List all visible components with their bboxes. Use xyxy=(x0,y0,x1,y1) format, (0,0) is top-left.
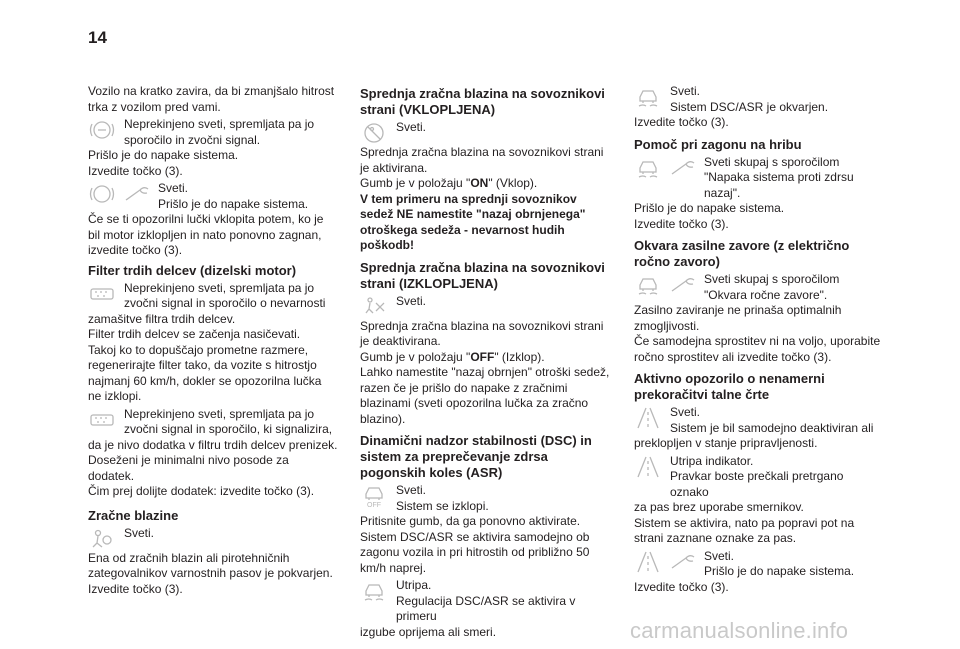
section-heading-lane-departure: Aktivno opozorilo o nenamerni prekoračitvi talne črte xyxy=(634,371,825,402)
watermark: carmanualsonline.info xyxy=(630,618,849,643)
paragraph: Izvedite točko (3). xyxy=(634,216,729,231)
warning-row xyxy=(360,578,610,625)
paragraph: Zasilno zaviranje ne prinaša optimalnih zmogljivosti. xyxy=(634,303,842,333)
paragraph: Doseženi je minimalni nivo posode za dodatek. xyxy=(88,453,289,483)
paragraph: Gumb je v položaju "ON" (Vklop). xyxy=(360,176,538,190)
warning-row xyxy=(634,405,884,436)
icon-description: Neprekinjeno sveti, spremljata pa jo zvočni signal in sporočilo, ki signalizira, xyxy=(124,406,333,436)
airbag-on-icon xyxy=(360,121,388,145)
warning-row xyxy=(634,272,884,303)
paragraph: za pas brez uporabe smernikov. xyxy=(634,500,804,514)
dsc-icon xyxy=(634,85,662,109)
intro-text: Vozilo na kratko zavira, da bi zmanjšalo hitrost trka z vozilom pred vami. xyxy=(88,84,335,114)
warning-row xyxy=(360,483,610,514)
paragraph: Čim prej dolijte dodatek: izvedite točko (3). xyxy=(88,484,315,498)
warning-row xyxy=(360,294,610,319)
column-3 xyxy=(634,84,884,595)
section-heading-filter: Filter trdih delcev (dizelski motor) xyxy=(88,262,297,278)
wrench-icon xyxy=(122,182,150,206)
icon-description: Sveti. xyxy=(396,293,427,308)
section-heading-airbag-off: Sprednja zračna blazina na sovoznikovi strani (IZKLOPLJENA) xyxy=(360,259,605,291)
paragraph: Ena od zračnih blazin ali pirotehničnih zategovalnikov varnostnih pasov je pokvarjen. xyxy=(88,550,333,580)
column-1 xyxy=(88,84,338,597)
paragraph: preklopljen v stanje pripravljenosti. xyxy=(634,436,818,450)
lane-departure-icon xyxy=(634,406,662,430)
paragraph: da je nivo dodatka v filtru trdih delcev prenizek. xyxy=(88,437,338,452)
warning-row xyxy=(360,120,610,145)
icon-description: Neprekinjeno sveti, spremljata pa jo sporočilo in zvočni signal. xyxy=(124,117,315,147)
warning-row xyxy=(634,155,884,202)
icon-description: Sveti skupaj s sporočilom "Okvara ročne zavore". xyxy=(704,272,840,302)
paragraph: Izvedite točko (3). xyxy=(88,581,183,596)
warning-row xyxy=(88,526,338,551)
airbag-icon xyxy=(88,527,116,551)
icon-description: Sveti. Sistem je bil samodejno deaktiviran ali xyxy=(670,405,874,435)
paragraph: Izvedite točko (3). xyxy=(634,115,729,129)
paragraph: izgube oprijema ali smeri. xyxy=(360,624,497,639)
wrench-icon xyxy=(668,156,696,180)
paragraph: Prišlo je do napake sistema. xyxy=(88,148,239,162)
warning-row xyxy=(88,281,338,312)
warning-text: V tem primeru na sprednji sovoznikov sedež NE namestite "nazaj obrnjenega" otroškega sedeža - nevarnost hudih poškodb! xyxy=(360,191,586,252)
icon-description: Sveti. Prišlo je do napake sistema. xyxy=(704,548,855,578)
warning-row xyxy=(634,84,884,115)
section-heading-emergency-brake: Okvara zasilne zavore (z električno ročno zavoro) xyxy=(634,238,850,269)
warning-row xyxy=(88,407,338,438)
wrench-icon xyxy=(668,550,696,574)
dsc-off-icon xyxy=(360,484,388,508)
paragraph: Sistem DSC/ASR se aktivira samodejno ob zagonu vozila in pri hitrostih od približno 50 km/h naprej. xyxy=(360,529,590,575)
dsc-icon xyxy=(634,273,662,297)
icon-description: Sveti. Sistem se izklopi. xyxy=(396,483,489,513)
paragraph: Izvedite točko (3). xyxy=(88,163,183,178)
icon-description: Sveti. Prišlo je do napake sistema. xyxy=(158,181,309,211)
icon-description: Sveti skupaj s sporočilom "Napaka sistema proti zdrsu nazaj". xyxy=(704,154,854,200)
section-heading-airbags: Zračne blazine xyxy=(88,507,179,523)
warning-row xyxy=(88,117,338,148)
paragraph: Izvedite točko (3). xyxy=(634,579,729,594)
paragraph: Če se ti opozorilni lučki vklopita potem, ko je bil motor izklopljen in nato ponovno zagnan, izvedite točko (3). xyxy=(88,212,324,257)
icon-description: Sveti. xyxy=(124,525,155,540)
paragraph: Prišlo je do napake sistema. xyxy=(634,201,785,215)
collision-warning-icon xyxy=(88,118,116,142)
airbag-off-icon xyxy=(360,295,388,319)
paragraph: zamašitve filtra trdih delcev. xyxy=(88,311,236,326)
warning-row xyxy=(634,454,884,501)
svg-text:OFF: OFF xyxy=(367,502,381,508)
warning-row xyxy=(88,181,338,212)
paragraph: Sprednja zračna blazina na sovoznikovi strani je aktivirana. xyxy=(360,145,604,175)
lane-departure-icon xyxy=(634,455,662,479)
paragraph: Pritisnite gumb, da ga ponovno aktivirate. xyxy=(360,514,581,528)
particle-filter-icon xyxy=(88,408,116,432)
paragraph: Lahko namestite "nazaj obrnjen" otroški sedež, razen če je prišlo do napake z zračnimi blazinami (sveti opozorilna lučka za zračno blazino). xyxy=(360,365,610,426)
dsc-icon xyxy=(360,579,388,603)
page-number: 14 xyxy=(88,28,107,47)
column-2 xyxy=(360,84,610,640)
section-heading-hill-start: Pomoč pri zagonu na hribu xyxy=(634,136,802,152)
dsc-icon xyxy=(634,156,662,180)
paragraph: Sprednja zračna blazina na sovoznikovi strani je deaktivirana. xyxy=(360,318,604,348)
icon-description: Sveti. Sistem DSC/ASR je okvarjen. xyxy=(670,84,829,114)
collision-warning-icon xyxy=(88,182,116,206)
paragraph: Takoj ko to dopuščajo prometne razmere, regenerirajte filter tako, da vozite s hitrostjo najmanj 60 km/h, dokler se opozorilna lučka ne izklopi. xyxy=(88,342,322,403)
paragraph: Če samodejna sprostitev ni na voljo, uporabite ročno sprostitev ali izvedite točko (3). xyxy=(634,334,881,364)
icon-description: Neprekinjeno sveti, spremljata pa jo zvočni signal in sporočilo o nevarnosti xyxy=(124,280,326,310)
paragraph: Sistem se aktivira, nato pa popravi pot na strani zaznane oznake za pas. xyxy=(634,515,855,545)
paragraph: Gumb je v položaju "OFF" (Izklop). xyxy=(360,349,545,364)
section-heading-airbag-on: Sprednja zračna blazina na sovoznikovi strani (VKLOPLJENA) xyxy=(360,86,605,117)
paragraph: Filter trdih delcev se začenja nasičevati. xyxy=(88,327,301,341)
warning-row xyxy=(634,549,884,580)
wrench-icon xyxy=(668,273,696,297)
icon-description: Utripa. Regulacija DSC/ASR se aktivira v primeru xyxy=(396,578,576,623)
particle-filter-icon xyxy=(88,282,116,306)
icon-description: Utripa indikator. Pravkar boste prečkali pretrgano oznako xyxy=(670,453,844,499)
lane-departure-icon xyxy=(634,550,662,574)
icon-description: Sveti. xyxy=(396,120,427,134)
section-heading-dsc: Dinamični nadzor stabilnosti (DSC) in sistem za preprečevanje zdrsa pogonskih koles (ASR) xyxy=(360,433,592,480)
